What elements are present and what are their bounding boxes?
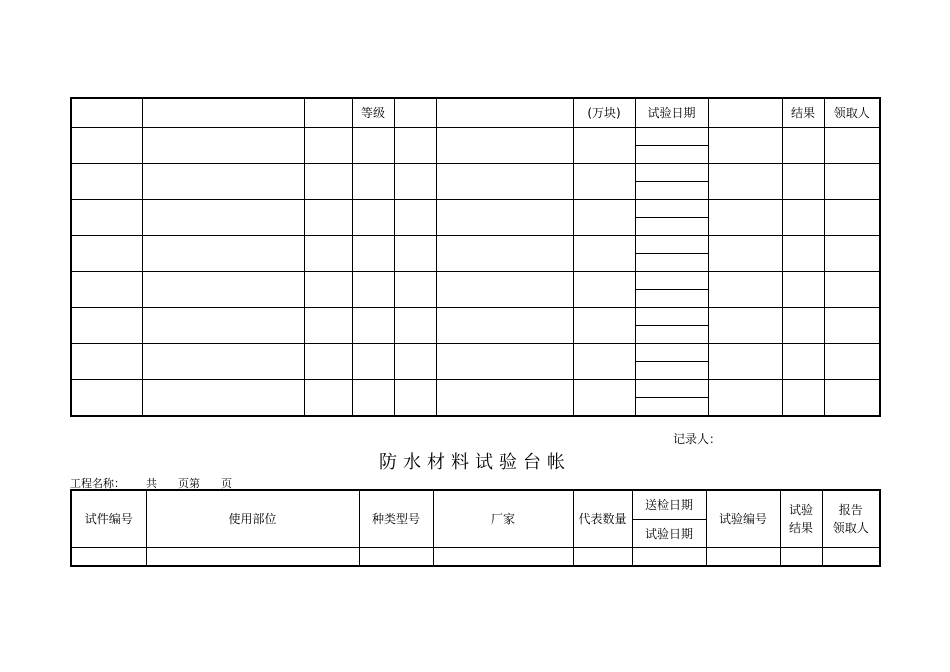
table-cell xyxy=(635,218,708,236)
table-cell xyxy=(635,380,708,398)
header-cell xyxy=(436,98,573,128)
table-cell xyxy=(708,344,782,380)
table-cell xyxy=(782,128,824,164)
table-cell xyxy=(433,548,573,566)
table-cell xyxy=(573,344,635,380)
header-result: 结果 xyxy=(782,98,824,128)
table-cell xyxy=(142,344,304,380)
header-grade: 等级 xyxy=(352,98,394,128)
table-cell xyxy=(142,308,304,344)
table-cell xyxy=(142,200,304,236)
table-cell xyxy=(394,236,436,272)
table-cell xyxy=(635,308,708,326)
table-cell xyxy=(824,200,880,236)
table-cell xyxy=(782,344,824,380)
table-cell xyxy=(304,236,352,272)
table-cell xyxy=(708,380,782,417)
table-cell xyxy=(394,344,436,380)
table-cell xyxy=(304,344,352,380)
table-cell xyxy=(352,164,394,200)
table-cell xyxy=(71,548,146,566)
table-cell xyxy=(352,272,394,308)
table-cell xyxy=(782,200,824,236)
table-cell xyxy=(71,308,142,344)
table-header-row xyxy=(71,98,880,128)
table-cell xyxy=(304,200,352,236)
table-cell xyxy=(71,380,142,417)
table-cell xyxy=(359,548,433,566)
table-cell xyxy=(436,128,573,164)
table-cell xyxy=(436,164,573,200)
table-cell xyxy=(635,200,708,218)
table-cell xyxy=(352,344,394,380)
table-row xyxy=(71,236,880,254)
table-cell xyxy=(706,548,780,566)
recorder-label: 记录人： xyxy=(673,432,722,446)
table-row xyxy=(71,380,880,398)
table-cell xyxy=(142,164,304,200)
header-specimen-no: 试件编号 xyxy=(71,490,146,548)
table-cell xyxy=(824,380,880,417)
table-cell xyxy=(436,200,573,236)
ledger-table-continued xyxy=(70,97,881,417)
table-cell xyxy=(436,308,573,344)
table-cell xyxy=(708,236,782,272)
table-cell xyxy=(635,128,708,146)
header-manufacturer: 厂家 xyxy=(433,490,573,548)
table-cell xyxy=(142,380,304,417)
table-cell xyxy=(142,236,304,272)
table-cell xyxy=(71,200,142,236)
table-cell xyxy=(394,200,436,236)
table-cell xyxy=(824,308,880,344)
table-cell xyxy=(573,128,635,164)
header-receiver: 领取人 xyxy=(824,98,880,128)
table-cell xyxy=(573,272,635,308)
table-cell xyxy=(635,362,708,380)
table-cell xyxy=(782,380,824,417)
table-cell xyxy=(573,200,635,236)
table-cell xyxy=(635,182,708,200)
table-cell xyxy=(635,398,708,417)
table-cell xyxy=(436,236,573,272)
table-cell xyxy=(708,164,782,200)
table-cell xyxy=(304,128,352,164)
table-cell xyxy=(782,308,824,344)
table-row xyxy=(71,548,880,566)
page-of-label: 页第 xyxy=(178,477,200,490)
table-cell xyxy=(824,344,880,380)
table-cell xyxy=(352,380,394,417)
table-cell xyxy=(822,548,880,566)
table-cell xyxy=(436,272,573,308)
table-cell xyxy=(304,308,352,344)
header-cell xyxy=(708,98,782,128)
table-cell xyxy=(352,200,394,236)
table-cell xyxy=(635,344,708,362)
table-cell xyxy=(146,548,359,566)
table-row xyxy=(71,128,880,146)
table-cell xyxy=(780,548,822,566)
table-cell xyxy=(573,236,635,272)
table-cell xyxy=(394,272,436,308)
table-cell xyxy=(782,164,824,200)
table-cell xyxy=(708,272,782,308)
ledger-table xyxy=(70,489,881,567)
header-test-date: 试验日期 xyxy=(632,520,706,548)
header-cell xyxy=(71,98,142,128)
table-cell xyxy=(573,380,635,417)
table-cell xyxy=(824,236,880,272)
table-cell xyxy=(352,236,394,272)
header-usage-location: 使用部位 xyxy=(146,490,359,548)
table-cell xyxy=(708,128,782,164)
page-total-label: 共 xyxy=(146,477,157,490)
table-cell xyxy=(573,308,635,344)
header-cell xyxy=(142,98,304,128)
header-unit: (万块) xyxy=(573,98,635,128)
table-cell xyxy=(304,164,352,200)
table-cell xyxy=(635,146,708,164)
project-name-label: 工程名称： xyxy=(70,477,125,490)
table-cell xyxy=(352,128,394,164)
table-cell xyxy=(394,164,436,200)
header-cell xyxy=(394,98,436,128)
header-cell xyxy=(304,98,352,128)
table-cell xyxy=(824,272,880,308)
header-test-no: 试验编号 xyxy=(706,490,780,548)
table-cell xyxy=(304,272,352,308)
header-submit-date: 送检日期 xyxy=(632,490,706,520)
table-cell xyxy=(782,236,824,272)
table-cell xyxy=(436,380,573,417)
header-test-date: 试验日期 xyxy=(635,98,708,128)
table-cell xyxy=(708,200,782,236)
table-cell xyxy=(635,326,708,344)
table-cell xyxy=(824,164,880,200)
header-report-receiver: 报告 领取人 xyxy=(822,490,880,548)
table-row xyxy=(71,344,880,362)
table-cell xyxy=(708,308,782,344)
table-cell xyxy=(394,308,436,344)
table-cell xyxy=(782,272,824,308)
table-cell xyxy=(71,236,142,272)
table-cell xyxy=(352,308,394,344)
table-row xyxy=(71,164,880,182)
table-cell xyxy=(394,380,436,417)
table-cell xyxy=(304,380,352,417)
header-type-model: 种类型号 xyxy=(359,490,433,548)
table-row xyxy=(71,308,880,326)
table-cell xyxy=(573,164,635,200)
table-row xyxy=(71,200,880,218)
page-label: 页 xyxy=(221,477,232,490)
table-cell xyxy=(635,236,708,254)
table-cell xyxy=(436,344,573,380)
table-cell xyxy=(635,290,708,308)
table-row xyxy=(71,272,880,290)
table-cell xyxy=(142,272,304,308)
page-title: 防水材料试验台帐 xyxy=(379,452,571,473)
table-cell xyxy=(632,548,706,566)
table-cell xyxy=(142,128,304,164)
table-cell xyxy=(573,548,632,566)
table-cell xyxy=(824,128,880,164)
table-cell xyxy=(635,254,708,272)
table-cell xyxy=(71,164,142,200)
table-cell xyxy=(71,344,142,380)
table-cell xyxy=(71,272,142,308)
header-test-result: 试验 结果 xyxy=(780,490,822,548)
table-cell xyxy=(71,128,142,164)
table-cell xyxy=(394,128,436,164)
table-cell xyxy=(635,164,708,182)
header-rep-quantity: 代表数量 xyxy=(573,490,632,548)
table-cell xyxy=(635,272,708,290)
